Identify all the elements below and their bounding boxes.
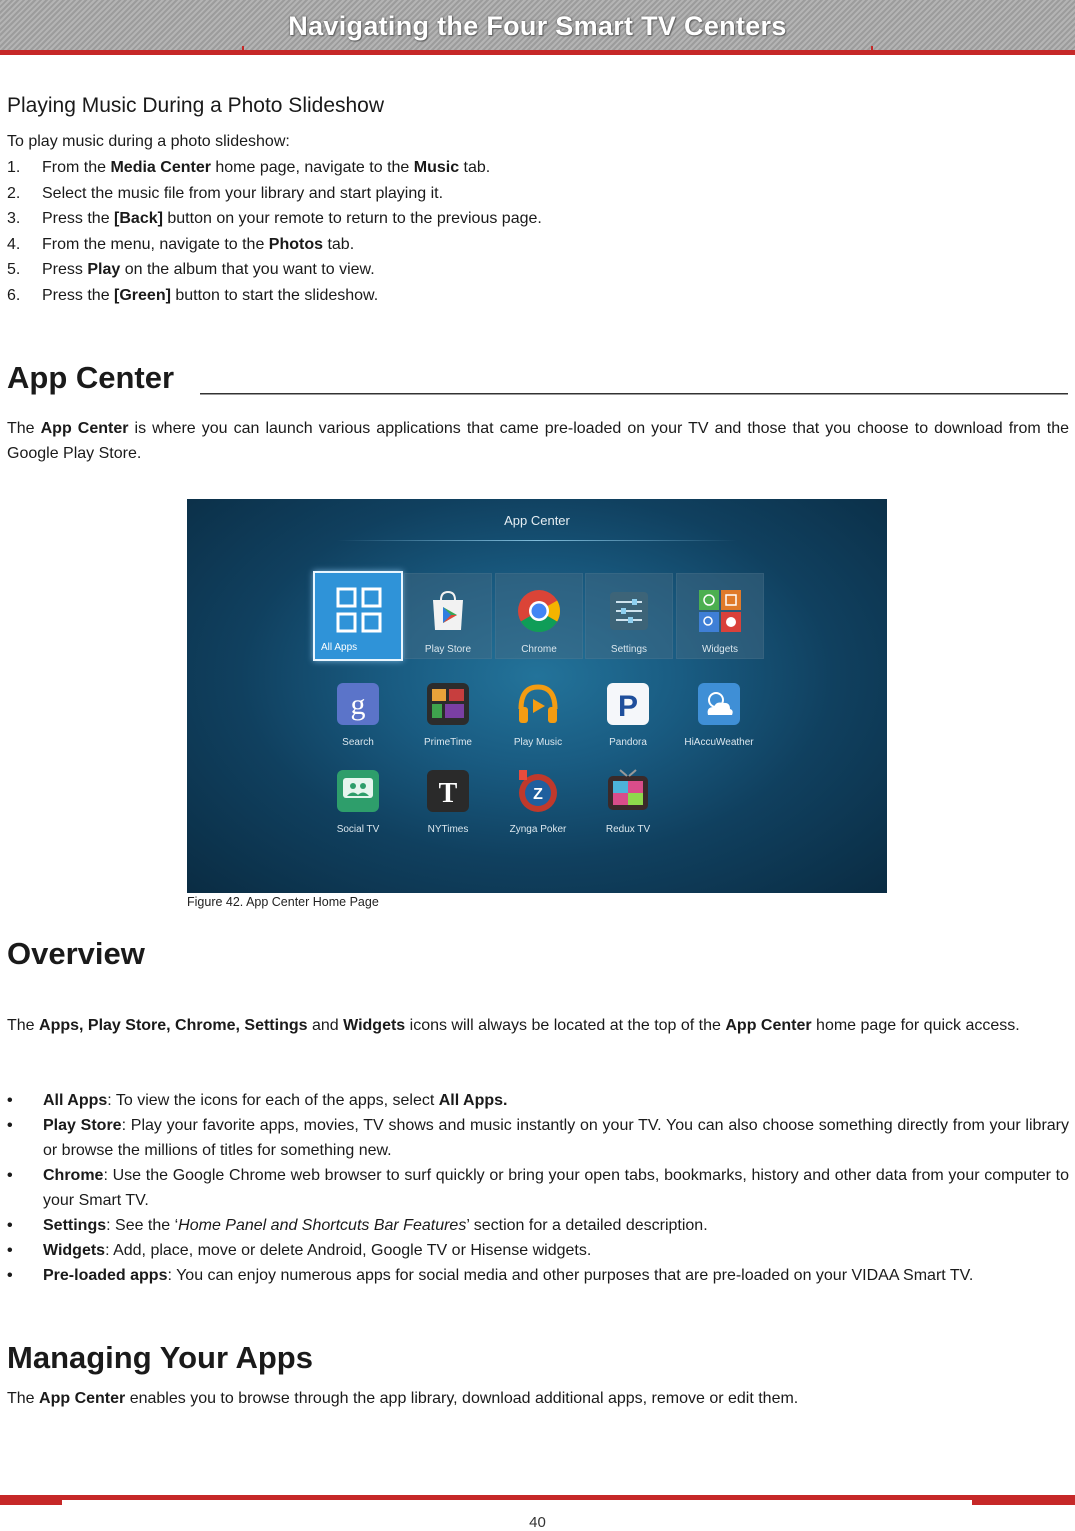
svg-text:g: g <box>350 688 366 721</box>
app-redux-tv[interactable] <box>582 768 674 848</box>
footer-divider <box>767 1500 769 1504</box>
tile-all-apps[interactable] <box>313 571 403 661</box>
primetime-icon <box>425 681 471 727</box>
figure-caption: Figure 42. App Center Home Page <box>187 895 379 909</box>
header-tick <box>871 46 873 52</box>
screen-divider <box>337 540 737 541</box>
headphones-icon <box>515 681 561 727</box>
app-center-description: The App Center is where you can launch various applications that came pre-loaded on your TV and those that you choose to download from the Google Play Store. <box>7 420 1070 462</box>
svg-text:P: P <box>617 690 639 723</box>
footer-notch <box>972 1499 1075 1505</box>
tile-chrome[interactable] <box>495 573 583 659</box>
slideshow-heading: Playing Music During a Photo Slideshow <box>7 94 385 117</box>
widgets-icon <box>697 588 743 634</box>
heading-rule <box>200 393 1068 395</box>
tile-label: All Apps <box>321 642 358 653</box>
tile-play-store[interactable] <box>404 573 492 659</box>
header-rule <box>0 50 1075 55</box>
list-item: 1. From the Media Center home page, navigate to the Music tab. <box>7 159 491 176</box>
app-label: Redux TV <box>605 824 651 835</box>
app-label: Play Music <box>513 737 563 748</box>
list-item: • Widgets: Add, place, move or delete Android, Google TV or Hisense widgets. <box>7 1242 592 1259</box>
app-hiaccuweather[interactable] <box>673 681 765 761</box>
managing-apps-heading: Managing Your Apps <box>7 1340 313 1375</box>
app-pandora[interactable] <box>582 681 674 761</box>
app-play-music[interactable] <box>492 681 584 761</box>
svg-text:Z: Z <box>533 786 543 803</box>
overview-heading: Overview <box>7 936 145 971</box>
app-label: Social TV <box>336 824 380 835</box>
tile-label: Widgets <box>701 644 739 655</box>
footer-rule <box>0 1495 1075 1500</box>
page-header-title: Navigating the Four Smart TV Centers <box>288 11 787 41</box>
list-item: • All Apps: To view the icons for each of the apps, select All Apps. <box>7 1092 508 1109</box>
chrome-icon <box>516 588 562 634</box>
overview-description: The Apps, Play Store, Chrome, Settings and Widgets icons will always be located at the top of the App Center home page for quick access. <box>7 1017 1020 1034</box>
pandora-icon <box>605 681 651 727</box>
google-search-icon <box>335 681 381 727</box>
list-item: • Pre-loaded apps: You can enjoy numerous apps for social media and other purposes that are pre-loaded on your VIDAA Smart TV. <box>7 1267 974 1284</box>
tile-label: Play Store <box>424 644 472 655</box>
list-item: • Chrome: Use the Google Chrome web browser to surf quickly or bring your open tabs, bookmarks, history and other data from your computer to your Smart TV. <box>7 1167 1069 1209</box>
tile-widgets[interactable] <box>676 573 764 659</box>
app-label: NYTimes <box>427 824 469 835</box>
weather-cloud-icon <box>696 681 742 727</box>
app-label: Search <box>342 737 374 748</box>
screen-title: App Center <box>504 513 570 528</box>
play-store-icon <box>425 588 471 634</box>
slideshow-steps <box>7 155 542 308</box>
app-label: Zynga Poker <box>509 824 567 835</box>
list-item: 6. Press the [Green] button to start the slideshow. <box>7 286 379 304</box>
slideshow-intro: To play music during a photo slideshow: <box>7 133 290 150</box>
list-item: 4. From the menu, navigate to the Photos tab. <box>7 235 355 253</box>
footer-notch <box>0 1499 62 1505</box>
app-search[interactable] <box>312 681 404 761</box>
social-tv-icon <box>335 768 381 814</box>
list-item: • Settings: See the ‘Home Panel and Shortcuts Bar Features’ section for a detailed description. <box>7 1217 708 1234</box>
app-center-heading: App Center <box>7 360 175 395</box>
footer-divider <box>871 1500 873 1504</box>
list-item: • Play Store: Play your favorite apps, movies, TV shows and music instantly on your TV. You can also choose something directly from your library or browse the millions of titles for something new. <box>7 1117 1069 1159</box>
settings-sliders-icon <box>606 588 652 634</box>
list-item: 3. Press the [Back] button on your remote to return to the previous page. <box>7 210 542 227</box>
redux-tv-icon <box>605 768 651 814</box>
nytimes-icon <box>425 768 471 814</box>
footer-divider <box>242 1500 244 1504</box>
tile-settings[interactable] <box>585 573 673 659</box>
list-item: 2. Select the music file from your library and start playing it. <box>7 184 444 202</box>
app-center-screenshot <box>187 499 887 893</box>
app-nytimes[interactable] <box>402 768 494 848</box>
managing-apps-description: The App Center enables you to browse through the app library, download additional apps, remove or edit them. <box>7 1390 799 1407</box>
grid-icon <box>336 587 382 633</box>
svg-text:T: T <box>438 778 458 809</box>
page-number: 40 <box>529 1514 546 1531</box>
app-label: PrimeTime <box>424 737 472 748</box>
overview-bullets <box>7 1088 1069 1288</box>
tile-label: Chrome <box>521 644 557 655</box>
app-social-tv[interactable] <box>312 768 404 848</box>
header-tick <box>242 46 244 52</box>
tile-label: Settings <box>610 644 648 655</box>
app-label: HiAccuWeather <box>684 737 754 748</box>
app-primetime[interactable] <box>402 681 494 761</box>
app-zynga-poker[interactable] <box>492 768 584 848</box>
zynga-poker-icon <box>515 768 561 814</box>
app-label: Pandora <box>609 737 647 748</box>
list-item: 5. Press Play on the album that you want to view. <box>7 261 375 278</box>
